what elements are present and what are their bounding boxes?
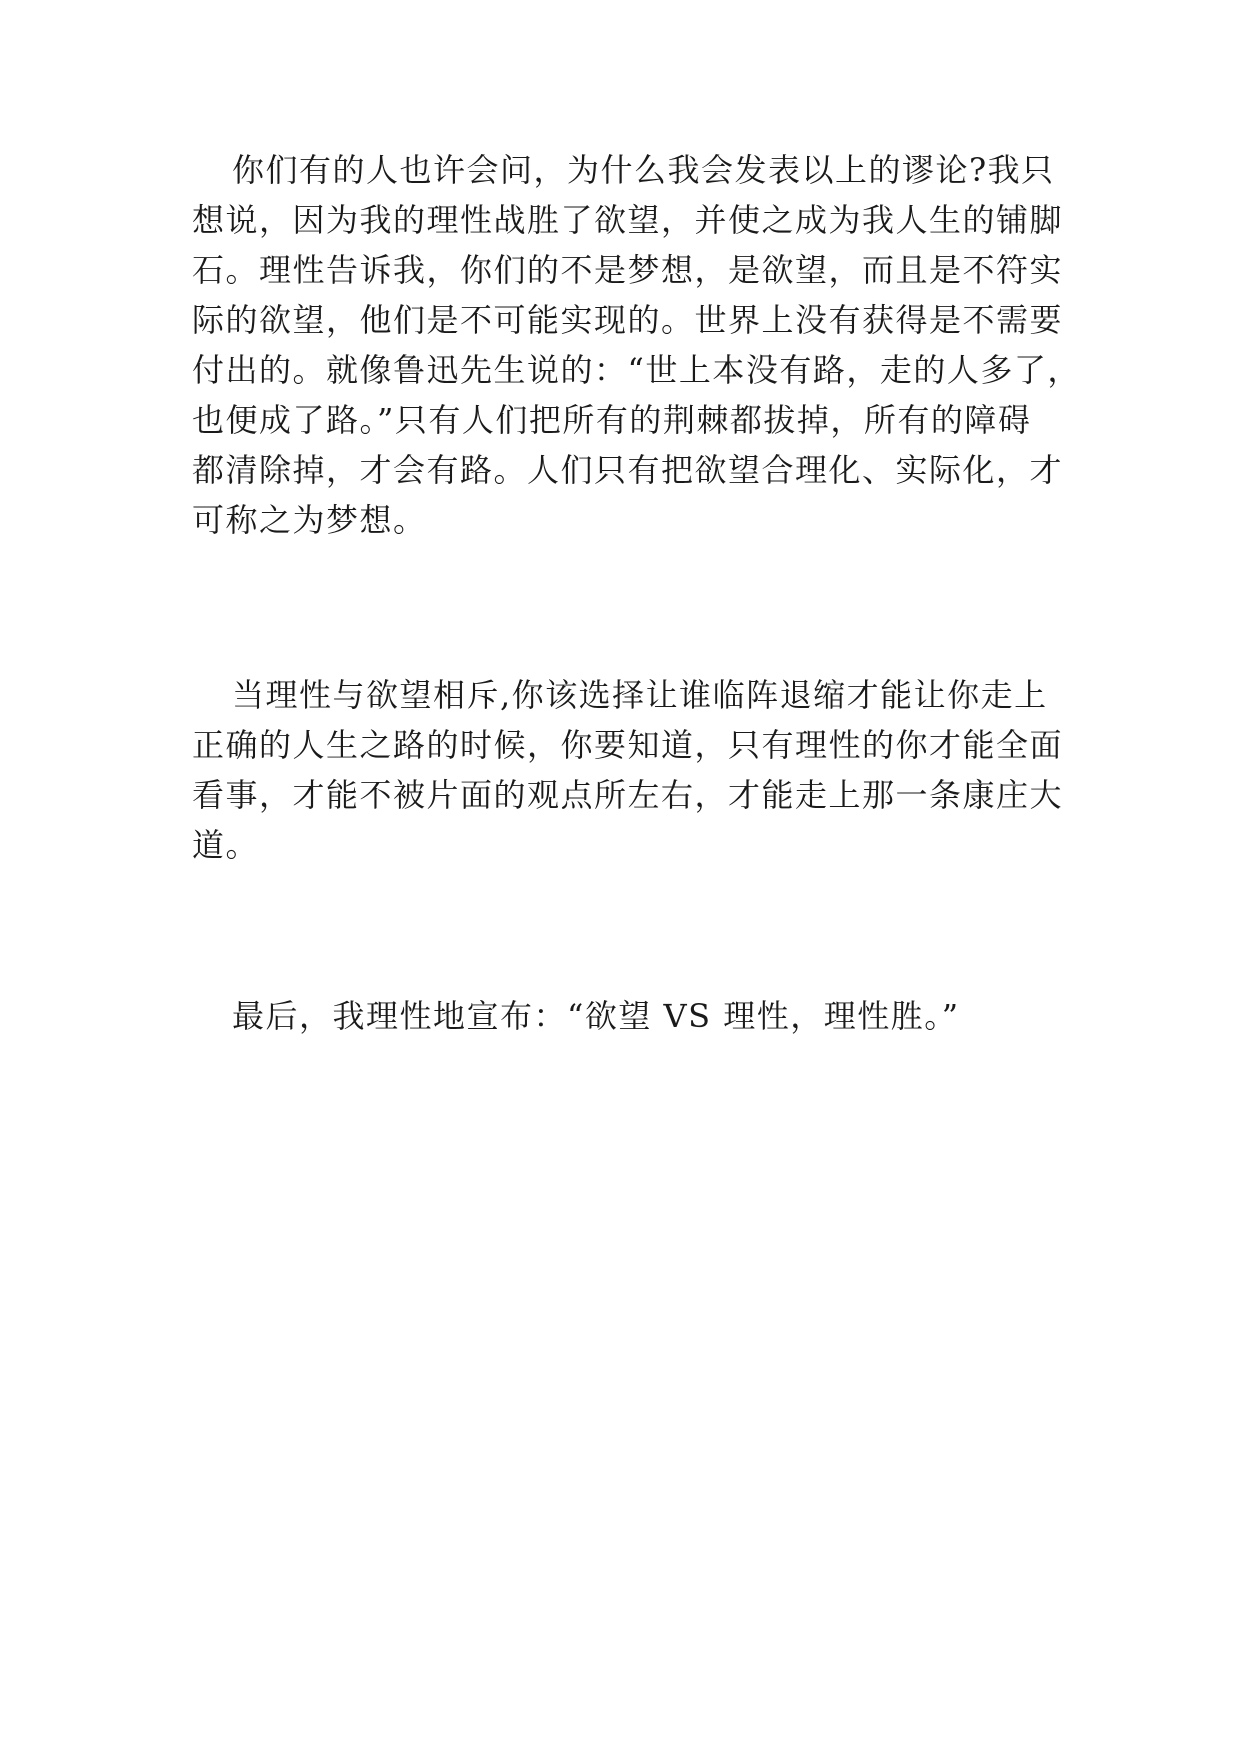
paragraph-1-line-2: 想说，因为我的理性战胜了欲望，并使之成为我人生的铺脚 (192, 201, 1064, 239)
paragraph-1-line-8: 可称之为梦想。 (192, 501, 427, 539)
paragraph-1-line-5: 付出的。就像鲁迅先生说的：“世上本没有路，走的人多了， (192, 351, 1081, 389)
paragraph-2-line-4: 道。 (192, 826, 260, 864)
paragraph-1-line-4: 际的欲望，他们是不可能实现的。世界上没有获得是不需要 (192, 301, 1064, 339)
paragraph-2-line-1: 当理性与欲望相斥,你该选择让谁临阵退缩才能让你走上 (232, 676, 1048, 714)
paragraph-1-line-7: 都清除掉，才会有路。人们只有把欲望合理化、实际化，才 (192, 451, 1064, 489)
paragraph-1-line-3: 石。理性告诉我，你们的不是梦想，是欲望，而且是不符实 (192, 251, 1064, 289)
paragraph-1-line-6: 也便成了路。”只有人们把所有的荆棘都拔掉，所有的障碍 (192, 401, 1032, 439)
paragraph-1-line-1: 你们有的人也许会问，为什么我会发表以上的谬论?我只 (232, 151, 1055, 189)
paragraph-3-line-1: 最后，我理性地宣布：“欲望 VS 理性，理性胜。” (232, 997, 960, 1035)
paragraph-2-line-3: 看事，才能不被片面的观点所左右，才能走上那一条康庄大 (192, 776, 1064, 814)
paragraph-2-line-2: 正确的人生之路的时候，你要知道，只有理性的你才能全面 (192, 726, 1064, 764)
